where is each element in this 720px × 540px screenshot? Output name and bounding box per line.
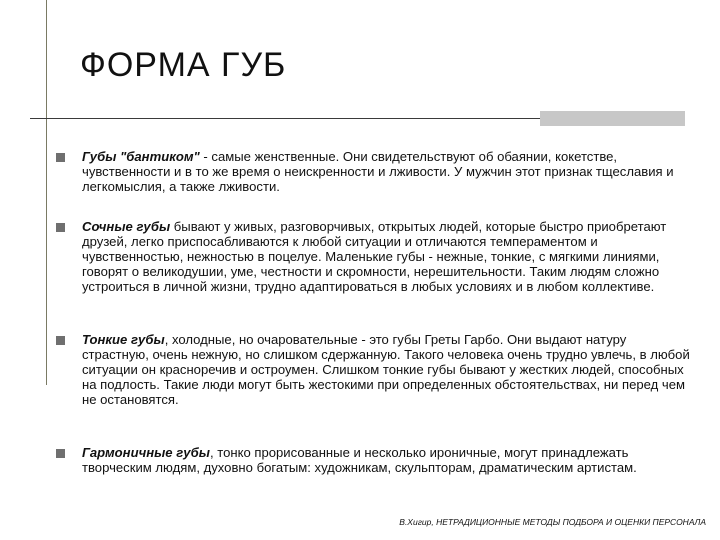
accent-bar [540,111,685,126]
item-text [82,332,696,407]
item-term: Губы "бантиком" [82,149,200,164]
item-body: , тонко прорисованные и несколько ироничные, могут принадлежать творческим людям, духовно богатым: художникам, скульпторам, драматическим артистам. [82,445,637,475]
item-term: Сочные губы [82,219,171,234]
item-term: Гармоничные губы [82,445,210,460]
item-body: - самые женственные. Они свидетельствуют об обаянии, кокетстве, чувственности и в то же время о неискренности и лживости. У мужчин этот признак тщеславия и легкомыслия, а также лживости. [82,149,674,194]
source-citation: В.Хигир, НЕТРАДИЦИОННЫЕ МЕТОДЫ ПОДБОРА И ОЦЕНКИ ПЕРСОНАЛА [399,517,706,527]
square-bullet-icon [56,153,65,162]
slide-title: ФОРМА ГУБ [80,46,287,84]
item-body: бывают у живых, разговорчивых, открытых людей, которые быстро приобретают друзей, легко приспосабливаются к любой ситуации и отличаются темпераментом и чувственностью, нежностью в поцелуе. Маленькие губы - нежные, тонкие, с мягкими линиями, говорят о великодушии, уме, честности и скромности, нерешительности. Таким людям сложно устроиться в личной жизни, трудно адаптироваться в любых условиях и в любом коллективе. [82,219,667,294]
list-item [56,332,696,407]
item-text [82,445,696,475]
item-body: , холодные, но очаровательные - это губы Греты Гарбо. Они выдают натуру страстную, очень нежную, но слишком сдержанную. Такого человека очень трудно увлечь, в любой ситуации он красноречив и остроумен. Слишком тонкие губы бывают у жестких людей, способных на подлость. Такие люди могут быть жестокими при определенных обстоятельствах, ни перед чем не остановятся. [82,332,690,407]
item-text [82,219,696,294]
square-bullet-icon [56,449,65,458]
decorative-vertical-line [46,0,47,385]
square-bullet-icon [56,336,65,345]
square-bullet-icon [56,223,65,232]
list-item [56,445,696,475]
list-item [56,149,696,194]
list-item [56,219,696,294]
item-text [82,149,696,194]
item-term: Тонкие губы [82,332,165,347]
